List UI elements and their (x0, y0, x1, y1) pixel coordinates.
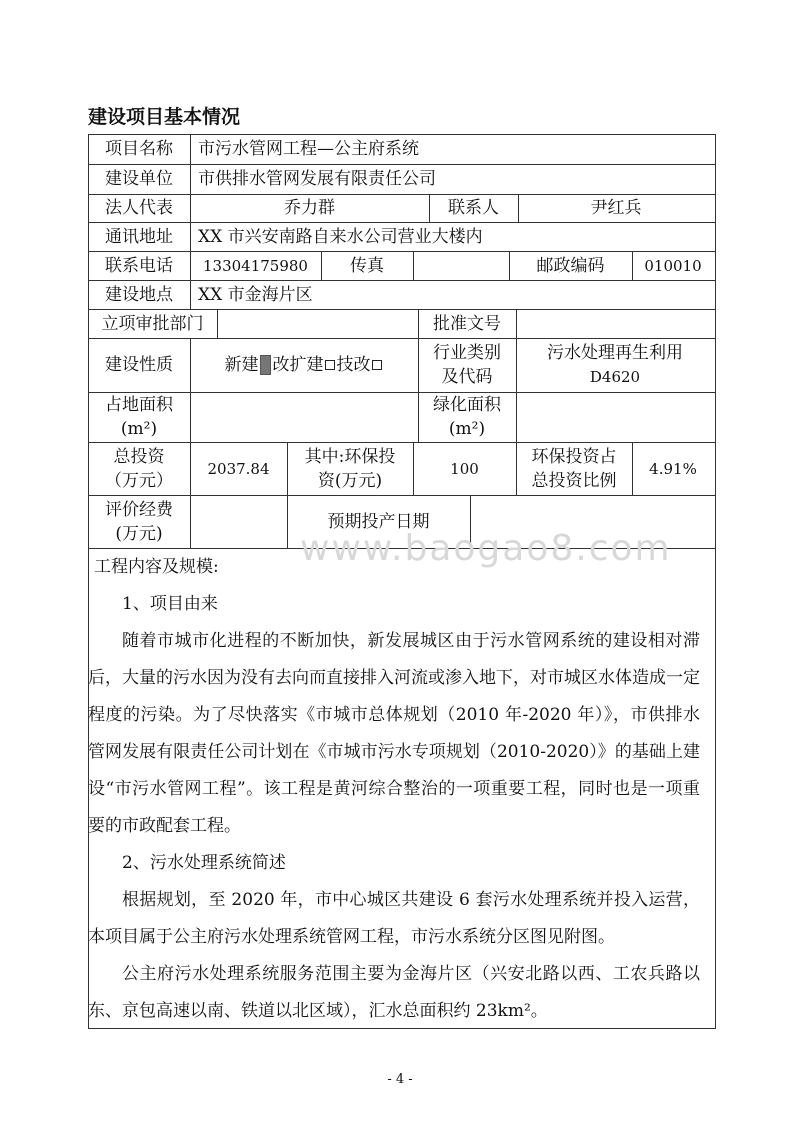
paragraph-sewage-plan: 根据规划，至 2020 年，市中心城区共建设 6 套污水处理系统并投入运营，本项目属于公主府污水处理系统管网工程，市污水系统分区图见附图。 (88, 890, 700, 947)
nature-new-text: 新建 (224, 355, 259, 375)
nature-rebuild-text: 改扩建 (272, 355, 324, 375)
nature-tech-checkbox[interactable] (372, 360, 382, 370)
paragraph-project-origin: 随着市城市化进程的不断加快，新发展城区由于污水管网系统的建设相对滞后，大量的污水因为没有去向而直接排入河流或渗入地下，对市城区水体造成一定程度的污染。为了尽快落实《市城市总体规划（2010 年-2020 年）》，市供排水管网发展有限责任公司计划在《市城市污水专项规划（2010-2020）》的基础上建设“市污水管网工程”。该工程是黄河综合整治的一项重要工程，同时也是一项重要的市政配套工程。 (88, 631, 700, 836)
env-ratio-label: 环保投资占 总投资比例 (531, 446, 617, 491)
postcode-value: 010010 (644, 256, 702, 275)
env-investment-value: 100 (450, 459, 479, 478)
paragraph-service-area: 公主府污水处理系统服务范围主要为金海片区（兴安北路以西、工农兵路以东、京包高速以南、铁道以北区域），汇水总面积约 23km²。 (88, 964, 700, 1021)
env-investment-label: 其中:环保投 资(万元) (304, 446, 396, 491)
nature-options (190, 338, 418, 392)
section-title: 建设项目基本情况 (88, 106, 241, 128)
legal-rep-label: 法人代表 (105, 198, 173, 218)
eval-fee-value (190, 495, 287, 548)
approval-dept-label: 立项审批部门 (101, 313, 204, 334)
approval-dept-value (217, 309, 418, 338)
project-name-value: 市污水管网工程—公主府系统 (198, 139, 419, 159)
project-description (88, 549, 700, 1030)
land-area-label: 占地面积 (m²) (105, 395, 173, 439)
postcode-label: 邮政编码 (536, 255, 605, 276)
construction-unit-value: 市供排水管网发展有限责任公司 (198, 169, 436, 189)
green-area-value (516, 392, 714, 442)
approval-no-label: 批准文号 (433, 313, 501, 334)
page-number: - 4 - (387, 1072, 413, 1087)
legal-rep-value: 乔力群 (284, 198, 335, 218)
fax-value (413, 251, 509, 280)
expected-date-label: 预期投产日期 (327, 511, 430, 532)
eval-fee-label: 评价经费 (万元) (105, 499, 173, 544)
nature-label: 建设性质 (105, 355, 173, 375)
scope-label: 工程内容及规模: (94, 557, 219, 577)
nature-new-checkbox[interactable] (260, 355, 271, 375)
address-value: XX 市兴安南路自来水公司营业大楼内 (198, 226, 483, 247)
land-area-value (190, 392, 418, 442)
approval-no-value (516, 309, 714, 338)
industry-value: 污水处理再生利用 D4620 (547, 343, 683, 386)
heading-project-origin: 1、项目由来 (122, 594, 218, 614)
contact-label: 联系人 (448, 198, 499, 218)
nature-tech-text: 技改 (336, 355, 371, 375)
heading-sewage-system: 2、污水处理系统简述 (122, 853, 286, 873)
phone-value: 13304175980 (203, 256, 308, 275)
phone-label: 联系电话 (105, 255, 173, 276)
project-name-label: 项目名称 (105, 139, 173, 159)
location-label: 建设地点 (105, 284, 173, 305)
industry-label: 行业类别 及代码 (433, 343, 501, 387)
env-ratio-value: 4.91% (649, 459, 697, 478)
location-value: XX 市金海片区 (198, 284, 313, 305)
address-label: 通讯地址 (105, 226, 173, 247)
contact-value: 尹红兵 (590, 198, 642, 218)
watermark: www.baogao8.com (300, 528, 672, 569)
total-investment-value: 2037.84 (207, 459, 270, 478)
green-area-label: 绿化面积 (m²) (433, 395, 501, 439)
nature-rebuild-checkbox[interactable] (325, 360, 335, 370)
fax-label: 传真 (350, 255, 384, 276)
construction-unit-label: 建设单位 (105, 169, 173, 189)
total-investment-label: 总投资 （万元） (105, 446, 173, 491)
